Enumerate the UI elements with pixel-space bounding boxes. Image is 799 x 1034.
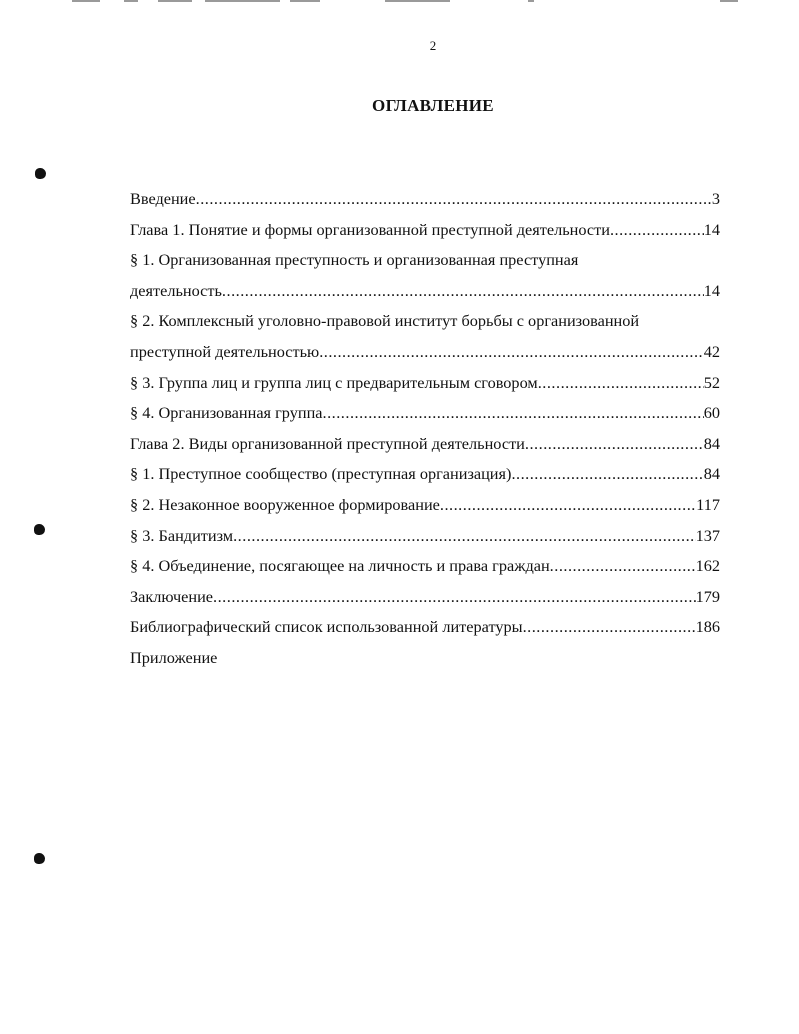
toc-entry bbox=[130, 490, 720, 521]
toc-leader-dots bbox=[525, 429, 704, 460]
toc-entry-page: 42 bbox=[703, 341, 720, 361]
scan-mark bbox=[528, 0, 534, 2]
toc-entry bbox=[130, 398, 720, 429]
toc-entry-page: 137 bbox=[695, 525, 720, 545]
toc-entry bbox=[130, 643, 720, 674]
toc-entry bbox=[130, 215, 720, 246]
toc-entry-title: Библиографический список использованной литературы bbox=[130, 617, 523, 637]
toc-entry-page: 179 bbox=[695, 586, 720, 606]
toc-entry bbox=[130, 276, 720, 307]
toc-leader-dots bbox=[196, 184, 712, 215]
toc-entry-title: преступной деятельностью bbox=[130, 341, 320, 361]
scan-edge-marks bbox=[0, 0, 799, 6]
toc-entry-title: Введение bbox=[130, 189, 196, 208]
toc-leader-dots bbox=[213, 582, 696, 613]
toc-entry-title: § 1. Организованная преступность и организованная преступная bbox=[130, 250, 579, 270]
toc-entry-page: 60 bbox=[703, 403, 720, 423]
toc-entry-page: 162 bbox=[695, 556, 720, 576]
scan-mark bbox=[720, 0, 738, 2]
toc-entry-title: § 1. Преступное сообщество (преступная организация) bbox=[130, 464, 512, 484]
toc-entry-page: 52 bbox=[703, 372, 720, 392]
scan-mark bbox=[72, 0, 100, 2]
toc-entry bbox=[130, 337, 720, 368]
toc-entry-title: деятельность bbox=[130, 280, 222, 300]
toc-entry-page: 84 bbox=[703, 464, 720, 484]
toc-entry-page: 14 bbox=[703, 219, 720, 239]
toc-entry-title: § 4. Объединение, посягающее на личность и права граждан bbox=[130, 556, 550, 576]
toc-entry bbox=[130, 306, 720, 337]
toc-leader-dots bbox=[222, 276, 704, 307]
page-number: 2 bbox=[429, 38, 437, 53]
toc-leader-dots bbox=[440, 490, 696, 521]
toc-leader-dots bbox=[319, 337, 704, 368]
toc-entry-page: 14 bbox=[703, 280, 720, 300]
toc-entry-title: Заключение bbox=[130, 586, 214, 606]
toc-leader-dots bbox=[511, 459, 703, 490]
toc-entry bbox=[130, 245, 720, 276]
toc-entry bbox=[130, 612, 720, 643]
page-title: ОГЛАВЛЕНИЕ bbox=[372, 96, 494, 115]
scan-mark bbox=[158, 0, 192, 2]
toc-entry bbox=[130, 582, 720, 613]
toc-entry-title: Глава 2. Виды организованной преступной деятельности bbox=[130, 433, 525, 453]
toc-leader-dots bbox=[233, 521, 695, 552]
toc-entry-page: 186 bbox=[695, 617, 720, 637]
toc-entry-title: § 3. Группа лиц и группа лиц с предварительным сговором bbox=[130, 372, 538, 392]
toc-leader-dots bbox=[538, 368, 704, 399]
toc-leader-dots bbox=[323, 398, 704, 429]
toc-entry-page: 3 bbox=[711, 189, 720, 208]
toc-entry bbox=[130, 551, 720, 582]
toc-entry-page: 117 bbox=[696, 494, 720, 514]
punch-hole-mark bbox=[34, 853, 45, 864]
scan-mark bbox=[124, 0, 138, 2]
toc-entry-title: § 3. Бандитизм bbox=[130, 525, 234, 545]
punch-hole-mark bbox=[35, 168, 46, 179]
toc-entry-title: Приложение bbox=[130, 647, 218, 667]
scan-mark bbox=[385, 0, 450, 2]
toc-leader-dots bbox=[610, 215, 704, 246]
toc-entry bbox=[130, 459, 720, 490]
scan-mark bbox=[290, 0, 320, 2]
scan-mark bbox=[205, 0, 280, 2]
toc-entry bbox=[130, 368, 720, 399]
toc-leader-dots bbox=[523, 612, 696, 643]
toc-entry bbox=[130, 521, 720, 552]
toc-entry-title: § 2. Незаконное вооруженное формирование bbox=[130, 494, 440, 514]
toc-entry bbox=[130, 184, 720, 215]
toc-entry-title: § 2. Комплексный уголовно-правовой институт борьбы с организованной bbox=[130, 311, 640, 331]
toc-entry-title: Глава 1. Понятие и формы организованной преступной деятельности bbox=[130, 219, 610, 239]
toc-entry-page: 84 bbox=[703, 433, 720, 453]
punch-hole-mark bbox=[34, 524, 45, 535]
toc-entry-title: § 4. Организованная группа bbox=[130, 403, 323, 423]
toc-leader-dots bbox=[550, 551, 696, 582]
table-of-contents bbox=[130, 184, 720, 674]
toc-entry bbox=[130, 429, 720, 460]
